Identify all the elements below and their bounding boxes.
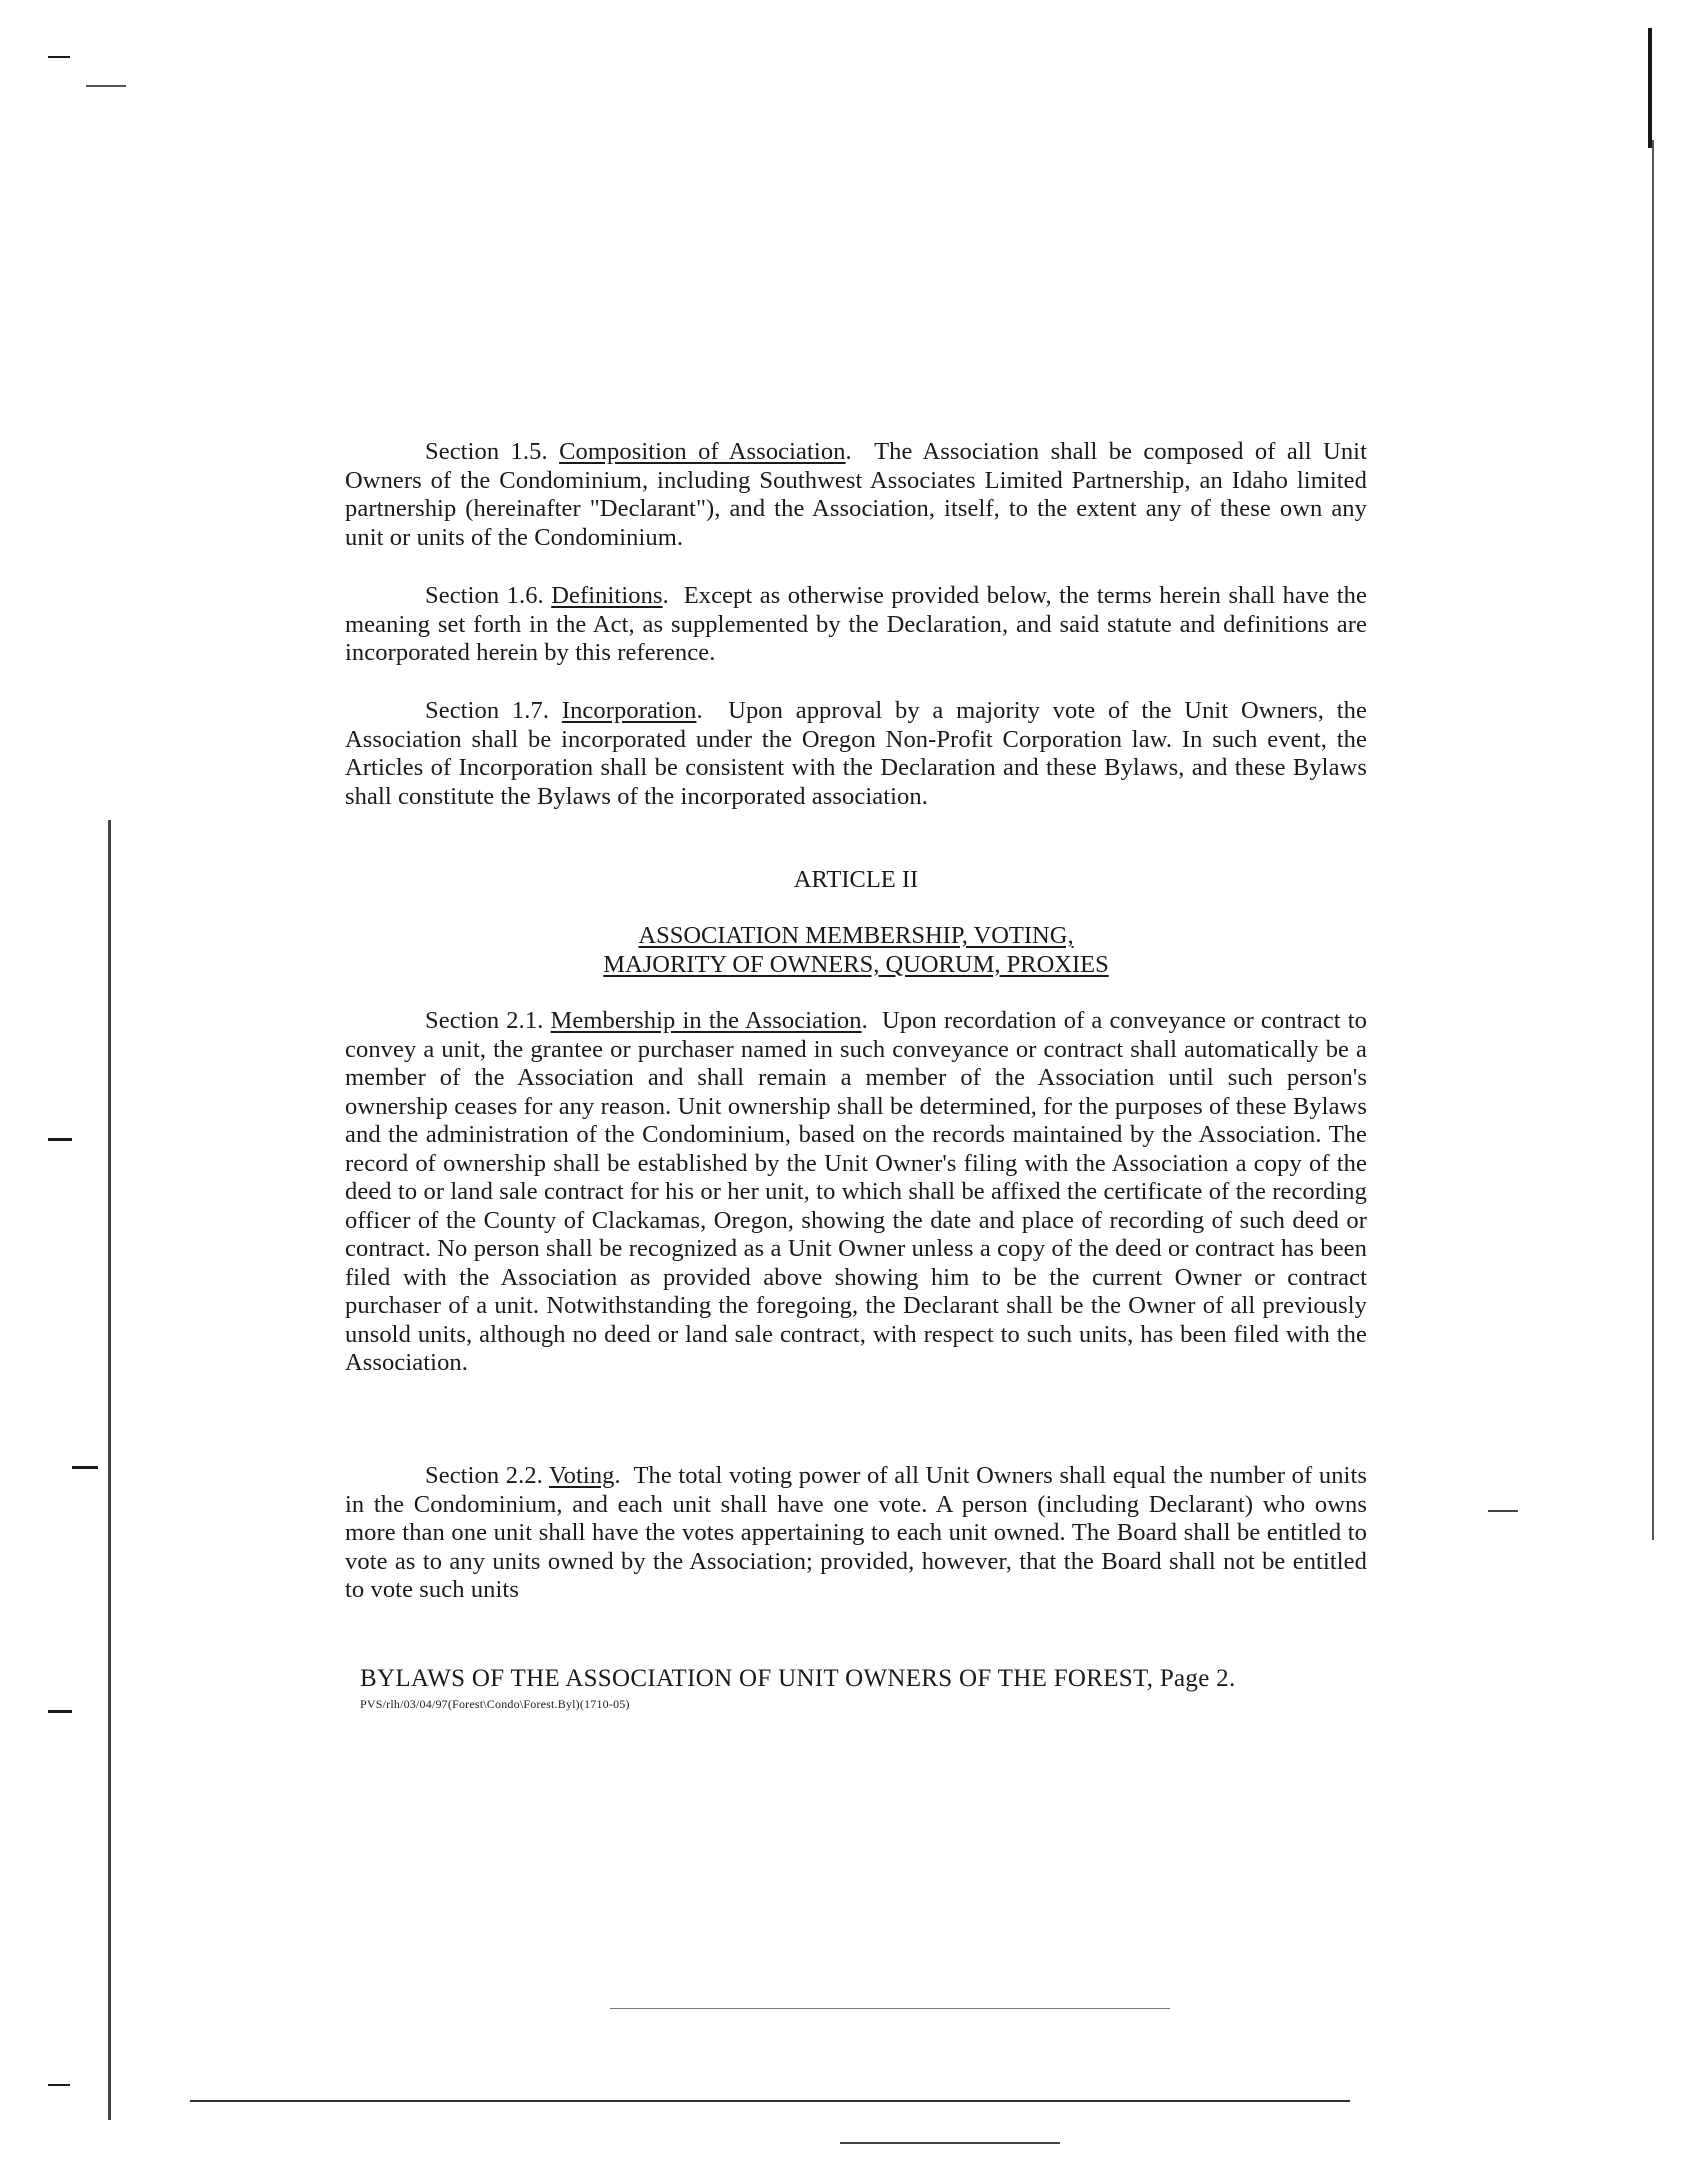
section-number: Section 2.2.: [425, 1462, 543, 1489]
section-1-5-paragraph: Section 1.5. Composition of Association. The Association shall be composed of all Unit Owners of the Condominium, including Southwest Associates Limited Partnership, an Idaho limited partnership (hereinafter "Declarant"), and the Association, itself, to the extent any of these own any unit or units of the Condominium.: [345, 438, 1367, 551]
scan-left-edge-line: [108, 820, 111, 2120]
scan-mark: [48, 2084, 70, 2086]
section-2-1: [345, 1007, 1367, 1378]
section-body: The total voting power of all Unit Owners shall equal the number of units in the Condominium, and each unit shall have one vote. A person (including Declarant) who owns more than one unit shall have the votes appertaining to each unit owned. The Board shall be entitled to vote as to any units owned by the Association; provided, however, that the Board shall not be entitled to vote such units: [345, 1462, 1367, 1603]
section-number: Section 2.1.: [425, 1007, 544, 1034]
section-title: Definitions: [551, 582, 663, 609]
article-heading-line-1: ASSOCIATION MEMBERSHIP, VOTING,: [638, 922, 1074, 949]
article-heading-line-2: MAJORITY OF OWNERS, QUORUM, PROXIES: [603, 950, 1109, 978]
section-title: Incorporation: [561, 697, 697, 724]
section-1-6-paragraph: Section 1.6. Definitions. Except as otherwise provided below, the terms herein shall have the meaning set forth in the Act, as supplemented by the Declaration, and said statute and definitions are incorporated herein by this reference.: [345, 582, 1367, 666]
section-number: Section 1.5.: [425, 438, 548, 465]
section-body: Upon approval by a majority vote of the Unit Owners, the Association shall be incorporated under the Oregon Non-Profit Corporation law. In such event, the Articles of Incorporation shall be consistent with the Declaration and these Bylaws, and these Bylaws shall constitute the Bylaws of the incorporated association.: [345, 697, 1367, 810]
article-heading: [345, 922, 1367, 979]
section-2-1-paragraph: Section 2.1. Membership in the Association. Upon recordation of a conveyance or contract to convey a unit, the grantee or purchaser named in such conveyance or contract shall automatically be a member of the Association and shall remain a member of the Association until such person's ownership ceases for any reason. Unit ownership shall be determined, for the purposes of these Bylaws and the administration of the Condominium, based on the records maintained by the Association. The record of ownership shall be established by the Unit Owner's filing with the Association a copy of the deed to or land sale contract for his or her unit, to which shall be affixed the certificate of the recording officer of the County of Clackamas, Oregon, showing the date and place of recording of such deed or contract. No person shall be recognized as a Unit Owner unless a copy of the deed or contract has been filed with the Association as provided above showing him to be the current Owner or contract purchaser of a unit. Notwithstanding the foregoing, the Declarant shall be the Owner of all previously unsold units, although no deed or land sale contract, with respect to such units, has been filed with the Association.: [345, 1007, 1367, 1376]
section-1-7-paragraph: Section 1.7. Incorporation. Upon approval by a majority vote of the Unit Owners, the Association shall be incorporated under the Oregon Non-Profit Corporation law. In such event, the Articles of Incorporation shall be consistent with the Declaration and these Bylaws, and these Bylaws shall constitute the Bylaws of the incorporated association.: [345, 697, 1367, 810]
footer-title: BYLAWS OF THE ASSOCIATION OF UNIT OWNERS OF THE FOREST, Page 2.: [360, 1665, 1236, 1692]
section-1-5: [345, 438, 1367, 552]
scan-mark: [48, 1710, 72, 1713]
article-label: ARTICLE II: [793, 866, 919, 893]
scan-mark: [48, 56, 70, 58]
scan-mark: [1488, 1510, 1518, 1512]
scan-bottom-line: [840, 2142, 1060, 2144]
section-title: Composition of Association: [559, 438, 846, 465]
section-number: Section 1.7.: [425, 697, 550, 724]
section-1-7: [345, 697, 1367, 811]
section-title: Membership in the Association: [550, 1007, 862, 1034]
section-2-2: [345, 1462, 1367, 1605]
scan-edge-mark: [1648, 28, 1652, 148]
scan-bottom-line: [610, 2008, 1170, 2009]
footer-reference: PVS/rlh/03/04/97(Forest\Condo\Forest.Byl)(1710-05): [360, 1697, 630, 1711]
scan-mark: [72, 1466, 98, 1469]
section-body: Upon recordation of a conveyance or contract to convey a unit, the grantee or purchaser named in such conveyance or contract shall automatically be a member of the Association and shall remain a member of the Association until such person's ownership ceases for any reason. Unit ownership shall be determined, for the purposes of these Bylaws and the administration of the Condominium, based on the records maintained by the Association. The record of ownership shall be established by the Unit Owner's filing with the Association a copy of the deed to or land sale contract for his or her unit, to which shall be affixed the certificate of the recording officer of the County of Clackamas, Oregon, showing the date and place of recording of such deed or contract. No person shall be recognized as a Unit Owner unless a copy of the deed or contract has been filed with the Association as provided above showing him to be the current Owner or contract purchaser of a unit. Notwithstanding the foregoing, the Declarant shall be the Owner of all previously unsold units, although no deed or land sale contract, with respect to such units, has been filed with the Association.: [345, 1007, 1367, 1376]
section-2-2-paragraph: Section 2.2. Voting. The total voting power of all Unit Owners shall equal the number of units in the Condominium, and each unit shall have one vote. A person (including Declarant) who owns more than one unit shall have the votes appertaining to each unit owned. The Board shall be entitled to vote as to any units owned by the Association; provided, however, that the Board shall not be entitled to vote such units: [345, 1462, 1367, 1603]
section-body: Except as otherwise provided below, the terms herein shall have the meaning set forth in the Act, as supplemented by the Declaration, and said statute and definitions are incorporated herein by this reference.: [345, 582, 1367, 666]
scan-edge-line: [1652, 140, 1654, 1540]
scan-mark: [86, 85, 126, 87]
scan-bottom-line: [190, 2100, 1350, 2102]
section-body: The Association shall be composed of all Unit Owners of the Condominium, including Southwest Associates Limited Partnership, an Idaho limited partnership (hereinafter "Declarant"), and the Association, itself, to the extent any of these own any unit or units of the Condominium.: [345, 438, 1367, 551]
section-number: Section 1.6.: [425, 582, 544, 609]
section-title: Voting: [549, 1462, 615, 1489]
section-1-6: [345, 582, 1367, 668]
scan-mark: [48, 1138, 72, 1141]
